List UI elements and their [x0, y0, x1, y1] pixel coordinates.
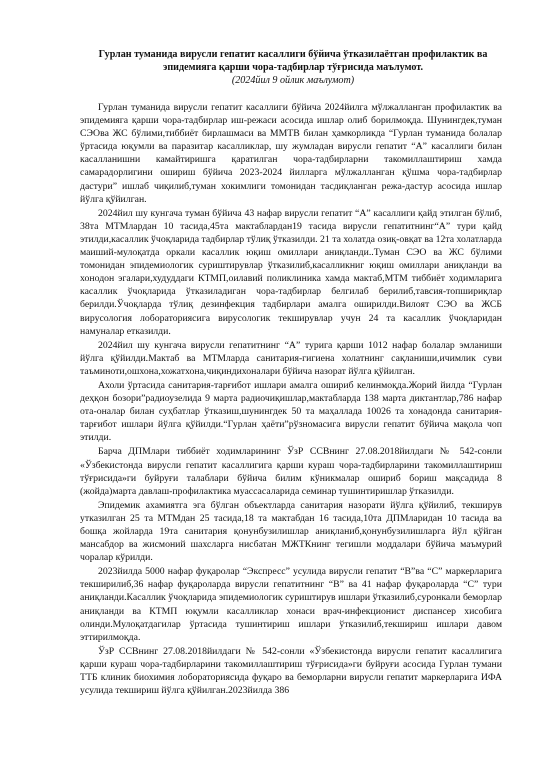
document-body: [80, 101, 502, 697]
paragraph-1: Гурлан туманида вирусли гепатит касаллиги бўйича 2024йилга мўлжалланган профилактик ва эпидемияга қарши чора-тадбирлар иш-режаси асосида ишлар олиб борилмоқда. Шунингдек,туман СЭОва ЖС бўлими,тиббиёт бирлашмаси ва ММТВ билан ҳамкорликда “Гурлан туманида болалар ўртасида юқумли ва паразитар касалликлар, шу жумладан вирусли гепатит “А” касаллиги билан касалланишни камайтиришга қаратилган чора-тадбирларни такомиллаштириш хамда самарадорлигини ошириш бўйича 2023-2024 йилларга мўлжалланган қўшма чора-тадбирлар дастури” ишлаб чиқилиб,туман хокимлиги томонидан тасдиқланган режа-дастур асосида ишлар йўлга қўйилган.: [80, 102, 502, 205]
document-header: [80, 48, 502, 87]
paragraph-7: 2023йилда 5000 нафар фуқаролар “Экспресс” усулида вирусли гепатит “В”ва “С” маркерларига текширилиб,36 нафар фуқароларда вирусли гепатитнинг “В” ва 41 нафар фуқароларда “С” тури аниқланди.Касаллик ўчоқларида эпидемиологик суриштирув ишлари ўтказилиб,суронкали беморлар аниқланди ва КТМП юқумли касалликлар хонаси врач-инфекционист диспансер хисобига олинди.Мулоқатдагилар ўртасида тушинтириш ишлари ўтказилиб,текшириш ишлари давом эттирилмоқда.: [80, 566, 502, 643]
paragraph-2: 2024йил шу кунгача туман бўйича 43 нафар вирусли гепатит “А” касаллиги қайд этилган бўлиб, 38та МТМлардан 10 тасида,45та мактаблардан19 тасида вирусли гепатитнинг“А” тури қайд этилди,касаллик ўчоқларида тадбирлар тўлиқ ўтказилди. 21 та холатда озиқ-овқат ва 12та холатларда маиший-мулоқатда оркали касаллик юқиш омиллари аниқланди..Туман СЭО ва ЖС бўлими томонидан эпидемиологик суриштирувлар ўтказилиб,касалликниг юқиш омиллари аниқланди ва хонодон эгалари,худуддаги КТМП,оилавий поликлиника хамда мактаб,МТМ тиббиёт ходимларига касаллик ўчоқларида ўтказиладиган чора-тадбирлар белгилаб берилиб,тавсия-топшириқлар берилди.Ўчоқларда тўлиқ дезинфекция тадбирлари амалга оширилди.Вилоят СЭО ва ЖСБ вирусология лобораториясига вирусологик текширувлар учун 24 та касаллик ўчоқларидан намуналар етказилди.: [80, 207, 502, 337]
paragraph-3: 2024йил шу кунгача вирусли гепатитнинг “А” турига қарши 1012 нафар болалар эмланиши йўлга қўйилди.Мактаб ва МТМларда санитария-гигиена холатнинг сақланиши,ичимлик суви таъминоти,ошхона,хожатхона,чиқиндихоналари бўйича назорат йўлга қўйилган.: [80, 339, 502, 377]
paragraph-6: Эпидемик ахамиятга эга бўлган объектларда санитария назорати йўлга қўйилиб, текширув утказилган 25 та МТМдан 25 тасида,18 та мактабдан 16 тасида,10та ДПМларидан 10 тасида ва бошқа жойларда 19та санитария қонунбузилишлар аниқланиб,қонунбузилишларга йўл қўйган мансабдор ва жисмоний шахсларга нисбатан МЖТКнинг тегишли моддалари бўйича маъмурий чоралар кўрилди.: [80, 499, 502, 564]
title-line-1: Гурлан туманида вирусли гепатит касаллиги бўйича ўтказилаётган профилактик ва: [98, 49, 488, 60]
paragraph-8: ЎзР ССВнинг 27.08.2018йилдаги № 542-сонли «Ўзбекистонда вирусли гепатит касаллигига қарши кураш чора-тадбирларини такомиллаштириш тўғрисида»ги буйруғи асосида Гурлан тумани ТТБ клиник биохимия лобораториясида фуқаро ва беморларни вирусли гепатит маркерларига ИФА усулида текшириш йўлга қўйилган.2023йилда 386: [80, 645, 502, 697]
paragraph-5: Барча ДПМлари тиббиёт ходимларининг ЎзР ССВнинг 27.08.2018йилдаги № 542-сонли «Ўзбекистонда вирусли гепатит касаллигига қарши кураш чора-тадбирларини такомиллаштириш тўғрисида»ги буйруғи талаблари бўйича билим кўникмалар ошириб бориш мақсадида 8 (жойда)марта давлаш-профилактика муассасаларида семинар тушинтиришлар ўтказилди.: [80, 446, 502, 497]
subtitle: (2024йил 9 ойлик маълумот): [231, 75, 355, 86]
paragraph-4: Ахоли ўртасида санитария-тарғибот ишлари амалга ошириб келинмоқда.Жорий йилда “Гурлан деҳқон бозори”радиоузелида 9 марта радиочиқишлар,мактабларда 138 марта диктантлар,786 нафар ота-оналар билан суҳбатлар ўтказиш,шунингдек 50 та маҳаллада 10026 та хонадонда санитария-тарғибот ишлари йўлга қўйилди.“Гурлан ҳаёти”рўзномасига вирусли гепатит бўйича мақола чоп этилди.: [80, 379, 502, 444]
title-line-2: эпидемияга қарши чора-тадбирлар тўғрисида маълумот.: [163, 62, 423, 73]
